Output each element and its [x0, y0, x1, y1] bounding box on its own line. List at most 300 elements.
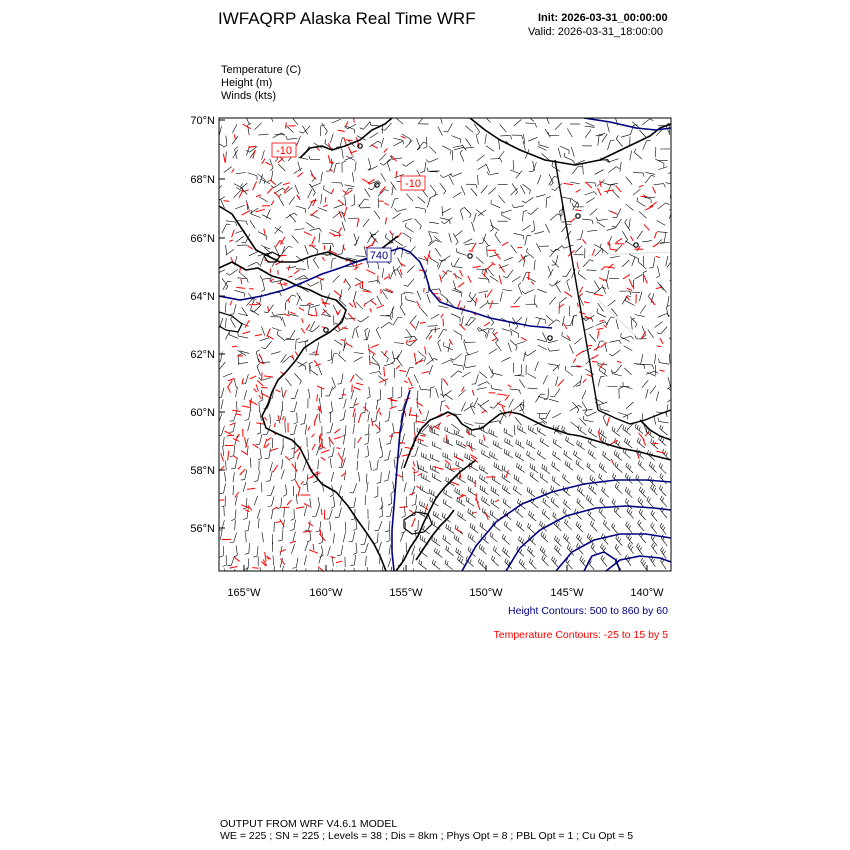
wind-barb-feather	[601, 510, 603, 514]
wind-barb	[511, 188, 518, 195]
wind-barb-feather	[643, 490, 645, 494]
coastline	[219, 118, 671, 571]
wind-barb-feather	[468, 487, 469, 491]
wind-barb-feather	[556, 522, 558, 526]
temperature-contour-segment	[354, 387, 361, 390]
wind-barb-feather	[658, 418, 659, 422]
wind-barb-feather	[235, 147, 238, 149]
wind-barb-feather	[414, 530, 418, 531]
wind-barb-feather	[578, 523, 580, 527]
temperature-contour-segment	[329, 437, 334, 444]
wind-barb	[514, 375, 524, 376]
temperature-contour-segment	[243, 124, 251, 129]
wind-barb	[645, 172, 655, 174]
wind-barb-feather	[435, 512, 436, 516]
wind-barb-feather	[357, 320, 360, 322]
wind-barb	[286, 213, 294, 218]
temperature-contour-segment	[259, 395, 262, 399]
temperature-contour-segment	[334, 437, 341, 439]
wind-barb	[440, 293, 448, 299]
temperature-contour-segment	[262, 159, 265, 164]
wind-barb	[393, 482, 395, 492]
wind-barb-feather	[531, 230, 535, 232]
wind-barb-feather	[562, 426, 563, 430]
temperature-contour-segment	[315, 364, 320, 366]
wind-barb-feather	[550, 183, 553, 186]
wind-barb	[320, 126, 321, 136]
wind-barb-feather	[531, 550, 533, 554]
wind-barb-feather	[577, 534, 579, 538]
wind-barb-feather	[531, 560, 533, 564]
wind-barb	[271, 509, 272, 519]
wind-barb	[651, 538, 657, 546]
wind-barb-feather	[512, 205, 514, 208]
wind-barb-feather	[313, 481, 317, 482]
temperature-contour-segment	[458, 283, 464, 288]
wind-barb-feather	[639, 509, 641, 513]
wind-barb	[394, 141, 403, 146]
temperature-contour-segment	[473, 266, 481, 267]
wind-barb-feather	[666, 203, 669, 205]
wind-barb	[304, 568, 306, 578]
wind-barb-feather	[521, 466, 522, 470]
wind-barb	[626, 301, 635, 306]
temperature-contour-segment	[301, 481, 304, 484]
wind-barb-feather	[456, 461, 457, 465]
wind-barb-feather	[324, 185, 325, 189]
wind-barb-feather	[605, 370, 606, 374]
wind-barb	[542, 513, 550, 520]
wind-barb-feather	[594, 192, 597, 195]
wind-barb-feather	[638, 460, 640, 464]
wind-barb-feather	[420, 535, 421, 539]
wind-barb-feather	[478, 559, 479, 563]
wind-barb-feather	[577, 410, 579, 414]
wind-barb-feather	[649, 267, 653, 268]
wind-barb-feather	[286, 338, 290, 339]
wind-barb-feather	[653, 512, 655, 516]
temperature-contour-segment	[264, 376, 273, 377]
wind-barb-feather	[377, 482, 381, 483]
temperature-contour-segment	[289, 298, 290, 303]
wind-barb-feather	[254, 481, 258, 482]
wind-barb	[332, 569, 333, 579]
wind-barb	[666, 183, 676, 185]
wind-barb-feather	[253, 298, 257, 299]
wind-barb	[305, 425, 306, 435]
wind-barb-feather	[288, 310, 289, 314]
wind-barb-feather	[438, 340, 441, 343]
wind-barb	[367, 482, 368, 492]
wind-barb	[260, 338, 270, 341]
wind-barb-feather	[458, 511, 459, 515]
wind-barb-feather	[257, 577, 261, 579]
wind-barb-feather	[603, 451, 604, 455]
wind-barb-feather	[542, 464, 543, 468]
wind-barb-feather	[500, 159, 502, 163]
wind-barb-feather	[494, 462, 495, 466]
temperature-contour-segment	[235, 492, 239, 497]
wind-barb-feather	[480, 522, 481, 526]
temperature-contour-segment	[268, 306, 269, 311]
temperature-contour-segment	[473, 512, 477, 513]
wind-barb	[476, 269, 486, 270]
wind-barb-feather	[540, 451, 541, 455]
temperature-contour-segment	[247, 246, 252, 249]
wind-barb-feather	[585, 413, 588, 416]
wind-barb-feather	[277, 331, 278, 335]
wind-barb-feather	[527, 213, 531, 215]
wind-barb	[270, 414, 271, 424]
wind-barb-feather	[617, 537, 619, 541]
wind-barb	[632, 257, 635, 266]
wind-barb-feather	[455, 488, 456, 492]
wind-barb	[231, 319, 236, 328]
wind-barb	[523, 212, 524, 222]
wind-barb-feather	[253, 556, 257, 557]
temperature-contour-note: Temperature Contours: -25 to 15 by 5	[493, 629, 668, 641]
wind-barb	[585, 326, 594, 330]
wind-barb-feather	[215, 369, 219, 370]
wind-barb-feather	[372, 354, 374, 358]
wind-barb-feather	[660, 473, 662, 477]
wind-barb	[527, 455, 535, 461]
wind-barb-feather	[296, 339, 300, 340]
wind-barb-feather	[579, 442, 580, 446]
wind-barb	[246, 533, 247, 543]
wind-barb-feather	[605, 522, 607, 526]
wind-barb-feather	[507, 488, 508, 492]
wind-barb-feather	[550, 396, 554, 397]
wind-barb-feather	[429, 489, 430, 493]
wind-barb-feather	[652, 365, 653, 369]
wind-barb	[606, 317, 611, 326]
wind-barb-feather	[570, 199, 571, 203]
wind-barb-feather	[541, 488, 542, 492]
wind-barb-feather	[656, 276, 659, 278]
wind-barb-feather	[305, 530, 309, 531]
wind-barb	[624, 346, 633, 351]
temperature-contour-segment	[410, 323, 415, 328]
temperature-contour-segment	[338, 310, 341, 316]
wind-barb	[342, 149, 344, 159]
wind-barb-feather	[493, 488, 494, 492]
wind-barb-feather	[220, 493, 224, 494]
wind-barb-feather	[404, 285, 408, 286]
wind-barb-feather	[440, 175, 443, 178]
wind-barb	[285, 423, 286, 433]
wind-barb	[369, 372, 379, 374]
temperature-contour-segment	[321, 509, 322, 515]
wind-barb-feather	[384, 481, 388, 482]
wind-barb	[432, 477, 441, 482]
wind-barb-feather	[565, 501, 566, 505]
wind-barb-feather	[470, 402, 473, 405]
wind-barb	[540, 441, 549, 446]
wind-barb-feather	[256, 444, 260, 445]
lon-label: 155°W	[389, 587, 423, 599]
wind-barb	[427, 294, 430, 303]
wind-barb	[346, 318, 356, 319]
wind-barb-feather	[504, 428, 505, 432]
wind-barb-feather	[564, 475, 565, 479]
wind-barb-feather	[542, 474, 543, 478]
temperature-contour-labels	[272, 143, 425, 190]
wind-barb-feather	[482, 269, 484, 273]
wind-barb-feather	[484, 498, 485, 502]
wind-barb	[651, 514, 658, 522]
wind-barb	[484, 115, 491, 122]
temperature-contour-segment	[264, 417, 267, 420]
temperature-contour-segment	[490, 301, 493, 309]
temperature-contour-segment	[321, 457, 326, 460]
wind-barb	[648, 330, 654, 338]
wind-barb	[455, 231, 463, 237]
wind-barb	[381, 446, 383, 456]
temperature-contour-segment	[340, 340, 345, 341]
temperature-contour-segment	[385, 218, 386, 225]
wind-barb-feather	[520, 549, 522, 553]
temperature-contour-segment	[483, 435, 485, 441]
wind-barb	[659, 489, 666, 496]
wind-barb-feather	[407, 344, 411, 346]
wind-barb	[341, 374, 343, 384]
wind-barb-feather	[479, 465, 480, 469]
temperature-contour-segment	[656, 287, 661, 288]
wind-barb	[499, 140, 500, 150]
wind-barb-feather	[462, 514, 463, 518]
wind-barb	[398, 258, 403, 267]
wind-barb	[229, 335, 238, 339]
wind-barb-feather	[627, 524, 629, 528]
wind-barb-feather	[630, 466, 632, 470]
temperature-contour-segment	[419, 409, 422, 415]
wind-barb-feather	[442, 401, 446, 402]
wind-barb-feather	[568, 224, 572, 225]
wind-barb	[352, 172, 354, 182]
wind-barb	[518, 285, 522, 294]
wind-barb	[449, 233, 452, 243]
field-height: Height (m)	[221, 77, 273, 89]
wind-barb-feather	[458, 549, 459, 553]
wind-barb-feather	[569, 463, 570, 467]
wind-barb-feather	[517, 521, 518, 525]
wind-barb-feather	[420, 226, 422, 230]
wind-barb-feather	[560, 209, 564, 211]
wind-barb	[514, 119, 522, 126]
temperature-contour-segment	[298, 173, 303, 177]
temperature-contour-segment	[236, 434, 240, 439]
wind-barb-feather	[487, 382, 490, 385]
wind-barb	[388, 450, 390, 460]
wind-barb	[306, 222, 314, 228]
wind-barb-feather	[458, 371, 462, 373]
wind-barb	[378, 198, 379, 208]
temperature-contour-segment	[267, 438, 271, 441]
temperature-contour-segment	[425, 347, 426, 355]
wind-barb-feather	[332, 258, 336, 259]
wind-barb-feather	[601, 430, 602, 434]
wind-barb-feather	[627, 428, 628, 432]
wind-barb	[332, 354, 334, 364]
wind-barb-feather	[558, 549, 560, 553]
wind-barb-feather	[244, 530, 248, 531]
wind-barb-feather	[516, 440, 517, 444]
wind-barb	[454, 147, 464, 150]
wind-barb-feather	[325, 140, 326, 144]
wind-barb-feather	[485, 333, 486, 337]
wind-barb-feather	[385, 531, 389, 532]
wind-barb	[516, 443, 525, 448]
wind-barb-feather	[578, 204, 579, 208]
wind-barb	[400, 307, 405, 316]
wind-barb-feather	[509, 440, 510, 444]
wind-barb	[334, 205, 343, 209]
wind-barb-feather	[558, 524, 560, 528]
wind-barb	[654, 184, 664, 185]
wind-barb-feather	[268, 506, 272, 507]
wind-barb	[509, 399, 514, 408]
wind-barb-feather	[549, 284, 552, 286]
wind-barb-feather	[612, 523, 614, 527]
wind-barb-feather	[556, 537, 558, 541]
wind-barb	[669, 338, 675, 346]
wind-barb-feather	[566, 452, 567, 456]
wind-barb-feather	[434, 492, 435, 496]
wind-barb	[492, 389, 502, 391]
wind-barb	[342, 222, 345, 232]
wind-barb	[286, 267, 296, 269]
wind-barb-feather	[614, 428, 615, 432]
wind-barb	[331, 259, 332, 269]
wind-barb-feather	[470, 560, 471, 564]
wind-barb-feather	[245, 553, 249, 554]
wind-barb-feather	[294, 213, 297, 215]
wind-barb-feather	[529, 548, 531, 552]
wind-barb-feather	[581, 489, 582, 493]
wind-barb	[528, 374, 537, 379]
wind-barb	[468, 537, 476, 543]
wind-barb	[235, 509, 236, 519]
wind-barb-feather	[213, 271, 216, 274]
wind-barb	[282, 246, 289, 254]
wind-barb-feather	[614, 475, 616, 479]
wind-barb-feather	[400, 304, 403, 307]
wind-barb	[339, 508, 342, 518]
wind-barb-feather	[370, 121, 371, 125]
wind-barb-feather	[419, 385, 420, 389]
wind-barb	[480, 303, 488, 309]
wind-barb-feather	[351, 565, 355, 566]
wind-barb-feather	[529, 489, 530, 493]
wind-barb-feather	[252, 301, 254, 304]
wind-barb-feather	[651, 484, 653, 488]
wind-barb	[376, 330, 381, 339]
wind-barb-feather	[518, 283, 521, 286]
wind-barb	[402, 434, 404, 444]
wind-barb	[510, 340, 517, 347]
wind-barb	[429, 232, 433, 241]
wind-barb-feather	[530, 512, 531, 516]
wind-barb-feather	[543, 498, 544, 502]
wind-barb-feather	[415, 336, 417, 340]
temperature-contour-segment	[415, 360, 423, 363]
wind-barb-feather	[615, 462, 616, 466]
wind-barb-feather	[647, 497, 649, 501]
wind-barb-feather	[388, 504, 392, 506]
wind-barb	[633, 189, 641, 195]
wind-barb	[640, 130, 647, 138]
wind-barb-feather	[314, 257, 316, 260]
wind-barb	[238, 362, 248, 363]
wind-barb-feather	[518, 499, 519, 503]
wind-barb	[642, 119, 650, 125]
wind-barb-feather	[603, 414, 606, 417]
wind-barb	[329, 386, 332, 396]
wind-barb	[615, 487, 622, 494]
wind-barb	[525, 197, 533, 203]
wind-barb-feather	[666, 453, 668, 457]
wind-barb	[406, 300, 416, 303]
wind-barb	[305, 542, 308, 552]
wind-barb-feather	[600, 475, 601, 479]
temperature-contour-segment	[521, 337, 527, 340]
wind-barb-feather	[609, 354, 612, 356]
wind-barb-feather	[628, 441, 629, 445]
wind-barb-feather	[660, 523, 662, 526]
wind-barb-feather	[590, 521, 592, 525]
wind-barb-feather	[528, 523, 529, 527]
wind-barb	[476, 134, 479, 144]
wind-barb-feather	[590, 512, 592, 516]
wind-barb-feather	[640, 499, 642, 503]
temperature-contour-segment	[371, 145, 378, 148]
wind-barb	[369, 387, 370, 397]
temperature-contour-segment	[240, 469, 246, 475]
wind-barb-feather	[446, 477, 447, 481]
wind-barb	[289, 314, 299, 316]
wind-barb-feather	[627, 508, 629, 512]
wind-barb	[259, 402, 260, 412]
wind-barb-feather	[638, 520, 640, 524]
temperature-contour-segment	[296, 507, 305, 509]
wind-barb	[404, 482, 406, 492]
wind-barb	[332, 378, 336, 387]
wind-barb	[438, 306, 448, 308]
wind-barb	[353, 483, 356, 493]
wind-barb	[595, 249, 602, 256]
wind-barb	[334, 163, 337, 173]
wind-barb	[320, 521, 321, 531]
lat-label: 60°N	[190, 407, 215, 419]
wind-barb-feather	[432, 498, 433, 502]
wind-barb-feather	[563, 508, 565, 512]
wind-barb-feather	[421, 172, 425, 173]
wind-barb-feather	[280, 317, 281, 321]
temperature-contour-segment	[265, 552, 266, 561]
temperature-contour-segment	[497, 403, 505, 407]
wind-barb	[363, 219, 369, 227]
wind-barb-feather	[272, 312, 274, 316]
temperature-contour-segment	[412, 467, 415, 470]
wind-barb	[295, 389, 298, 398]
wind-barb	[310, 282, 319, 287]
wind-barb	[393, 213, 401, 219]
wind-barb	[402, 134, 411, 139]
wind-barb	[364, 246, 366, 256]
temperature-contour-segment	[245, 320, 249, 328]
wind-barb	[550, 350, 560, 351]
